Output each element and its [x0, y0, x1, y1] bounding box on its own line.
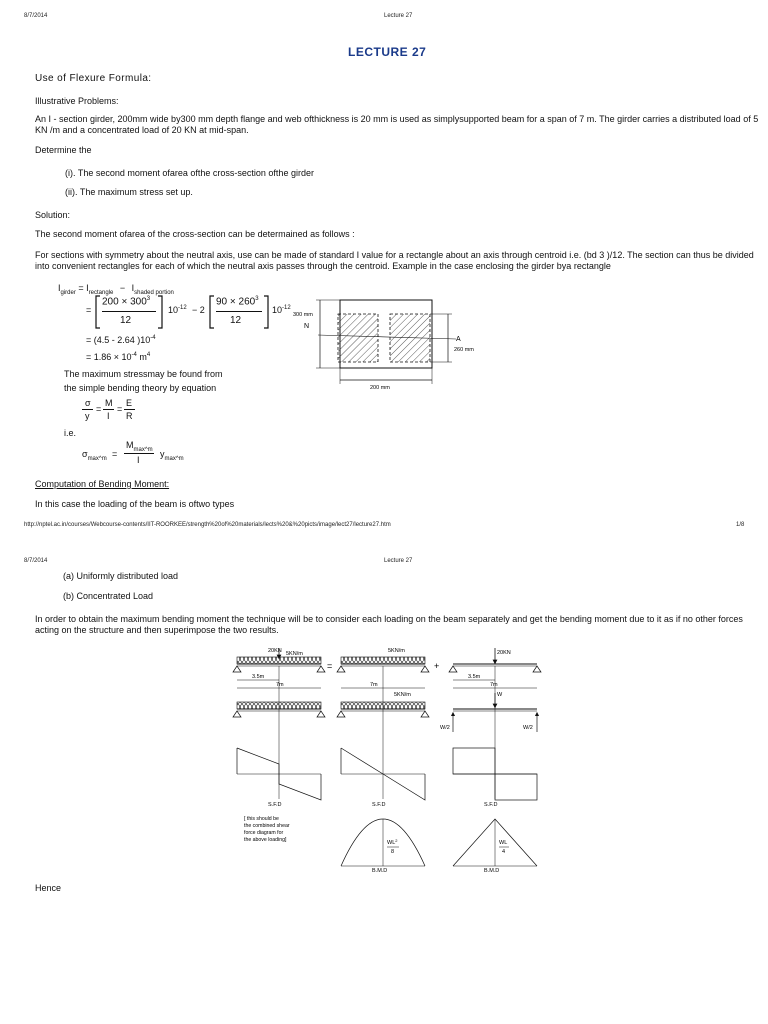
bend-bar-3 — [124, 409, 135, 410]
eq-ten-12-a: $10^{-12}$ — [168, 305, 187, 315]
col2-wl2-den: 8 — [391, 849, 395, 855]
solution-label: Solution: — [35, 210, 71, 220]
note-line: the above loading] — [244, 837, 287, 843]
superposition-text: In order to obtain the maximum bending moment the technique will be to consider each loading on the beam separately and get the bending moment due to it as if no other forces acting on the structure and then superimpose the two results. — [35, 614, 743, 635]
col3-20kn-label: 20KN — [497, 650, 511, 656]
smax-M: $M_{max\^{}m}$ — [126, 440, 153, 453]
eq-frac1-num: $200 \times 300^3$ — [102, 296, 151, 308]
page2-header-date: 8/7/2014 — [24, 558, 48, 564]
col2-bmd-label: B.M.D — [372, 868, 388, 874]
col2-sfd-label: S.F.D — [372, 802, 386, 808]
determine-item-i: (i). The second moment ofarea ofthe cross-section ofthe girder — [65, 168, 314, 178]
eq-ten-12-b-exp: -12 — [282, 305, 291, 311]
eq-bracket-1 — [94, 295, 102, 329]
shaded-left — [338, 314, 378, 362]
bend-M: M — [105, 398, 113, 408]
eq-i-shaded: I — [131, 283, 135, 293]
eq-frac1-den: 12 — [120, 315, 132, 326]
eq-ten-12-a-exp: -12 — [178, 305, 187, 311]
eq-frac1-bar — [102, 311, 156, 312]
cross-section-figure — [288, 295, 500, 395]
col2-bmd — [341, 819, 425, 874]
eq-i-rect: I — [86, 283, 89, 293]
col1-sfd-label: S.F.D — [268, 802, 282, 808]
bend-eq-2: = — [117, 404, 123, 414]
symmetry-text: For sections with symmetry about the neutral axis, use can be made of standard I value for a rectangle about an axis through centroid i.e. (bd 3 )/12. The section can thus be divided into convenient rectangles for each of which the neutral axis passes through the centroid. Example in the case enclosing the girder bya rectangle — [35, 250, 754, 271]
eq-bracket-2-close — [262, 295, 270, 329]
eq-frac2-exp: 3 — [255, 296, 259, 302]
col3-W2-left-label: W/2 — [440, 725, 450, 731]
label-A: A — [456, 336, 461, 343]
note-line: [ this should be — [244, 816, 279, 822]
bend-bar-2 — [103, 409, 114, 410]
ie-label: i.e. — [64, 428, 77, 438]
col1-note — [244, 816, 290, 843]
bend-bar-1 — [82, 409, 93, 410]
eq-line-3: = (4.5 - 2.64 )$10^{-4}$ — [86, 335, 156, 345]
bend-sigma: σ — [85, 398, 91, 408]
eq-line-4-exp: -4 — [131, 352, 137, 358]
eq-bracket-1-close — [156, 295, 164, 329]
col3-sfd — [453, 748, 537, 808]
eq-line-4: = $1.86 \times 10^{-4}$ $m^4$ — [86, 352, 151, 362]
col2-7m-label: 7m — [370, 682, 378, 688]
col3-7m-label: 7m — [490, 682, 498, 688]
max-stress-equation — [82, 440, 202, 468]
note-line: the combined shear — [244, 823, 290, 829]
col2-5knm-label: 5KN/m — [394, 692, 411, 698]
superposition-diagram — [228, 644, 554, 876]
label-300mm: 300 mm — [293, 312, 313, 318]
plus-sign: + — [434, 661, 440, 671]
eq-line-4-unit: m — [136, 352, 147, 362]
col3-W-label: W — [497, 692, 503, 698]
eq-frac2-num: $90 \times 260^3$ — [216, 296, 259, 308]
eq-line-3-exp: -4 — [150, 335, 156, 341]
solution-text: The second moment ofarea of the cross-section can be determained as follows : — [35, 229, 355, 239]
eq-frac2-bar — [216, 311, 262, 312]
page-header-title: Lecture 27 — [384, 13, 413, 19]
max-stress-line-2: the simple bending theory by equation — [64, 383, 217, 393]
bend-I: I — [107, 411, 110, 421]
col2-wl2-num: $WL^2$ — [387, 838, 398, 846]
col1-20kn-label: 20KN — [268, 648, 282, 654]
determine-label: Determine the — [35, 145, 92, 155]
footer-url[interactable]: http://nptel.ac.in/courses/Webcourse-contents/IIT-ROORKEE/strength%20of%20materials/lects%20&%20picts/image/lect27/lecture27.htm — [24, 522, 391, 528]
col2-5knm-top-label: 5KN/m — [388, 648, 405, 654]
equation-block — [58, 283, 298, 373]
eq-sub-girder: girder — [60, 289, 76, 296]
bend-E: E — [126, 398, 133, 408]
label-N: N — [304, 323, 310, 330]
eq-sub-shaded: shaded portion — [134, 289, 174, 296]
eq-line-4-unit-exp: 4 — [146, 352, 151, 358]
illustrative-heading: Illustrative Problems: — [35, 96, 119, 106]
eq-ten-12-b: $10^{-12}$ — [272, 305, 291, 315]
col3-3-5m-label: 3.5m — [468, 674, 481, 680]
col3-wl-den: 4 — [502, 849, 506, 855]
col3-bmd — [453, 819, 537, 874]
label-260mm: 260 mm — [454, 347, 474, 353]
eq-minus-2: − 2 — [192, 305, 205, 315]
load-type-b: (b) Concentrated Load — [63, 591, 154, 601]
eq-minus: − — [119, 283, 126, 293]
smax-y-sub: max^m — [164, 455, 184, 462]
determine-item-ii: (ii). The maximum stress set up. — [65, 187, 193, 197]
smax-sigma-sub: max^m — [87, 455, 107, 462]
page-header-date: 8/7/2014 — [24, 13, 48, 19]
footer-page-number: 1/8 — [736, 522, 745, 528]
section-heading: Use of Flexure Formula: — [35, 73, 152, 84]
smax-bar — [124, 453, 154, 454]
smax-M-sub: max^m — [133, 446, 153, 453]
label-200mm: 200 mm — [370, 385, 390, 391]
load-type-a: (a) Uniformly distributed load — [63, 571, 179, 581]
col1-5knm-label: 5KN/m — [286, 651, 303, 657]
loading-text: In this case the loading of the beam is oftwo types — [35, 499, 235, 509]
col3-bmd-label: B.M.D — [484, 868, 500, 874]
hence-label: Hence — [35, 883, 62, 893]
col3-beam-bottom — [440, 692, 537, 732]
eq-i-girder: I — [58, 283, 61, 293]
col3-wl-num: WL — [499, 840, 508, 846]
note-line: force diagram for — [244, 830, 284, 836]
eq-bracket-2 — [208, 295, 216, 329]
eq-frac2-den: 12 — [230, 315, 242, 326]
col1-3-5m-label: 3.5m — [252, 674, 265, 680]
equals-sign: = — [327, 661, 333, 671]
eq-line-2-equals: = — [86, 305, 92, 315]
page2-header-title: Lecture 27 — [384, 558, 413, 564]
col3-sfd-label: S.F.D — [484, 802, 498, 808]
eq-equals-1: = — [78, 283, 84, 293]
eq-sub-rect: rectangle — [88, 289, 114, 296]
smax-y: $y_{max\^{}m}$ — [160, 449, 184, 462]
bending-equation — [82, 398, 142, 426]
col1-7m-label: 7m — [276, 682, 284, 688]
computation-heading: Computation of Bending Moment: — [35, 479, 170, 489]
col3-W2-right-label: W/2 — [523, 725, 533, 731]
problem-statement: An I - section girder, 200mm wide by300 mm depth flange and web ofthickness is 20 mm is used as simplysupported beam for a span of 7 m. The girder carries a distributed load of 5 KN /m and a concentrated load of 20 KN at mid-span. — [35, 114, 759, 135]
eq-frac1-exp: 3 — [146, 296, 151, 302]
eq-line-1 — [58, 283, 174, 296]
bend-R: R — [126, 411, 133, 421]
max-stress-line-1: The maximum stressmay be found from — [64, 369, 223, 379]
smax-I: I — [137, 455, 140, 465]
smax-sigma: $\sigma_{max\^{}m}$ — [82, 449, 107, 462]
lecture-title: LECTURE 27 — [348, 45, 427, 59]
bend-y: y — [85, 411, 90, 421]
bend-eq-1: = — [96, 404, 102, 414]
smax-eq: = — [112, 449, 118, 459]
col2-wl2-exp: 2 — [395, 838, 398, 843]
